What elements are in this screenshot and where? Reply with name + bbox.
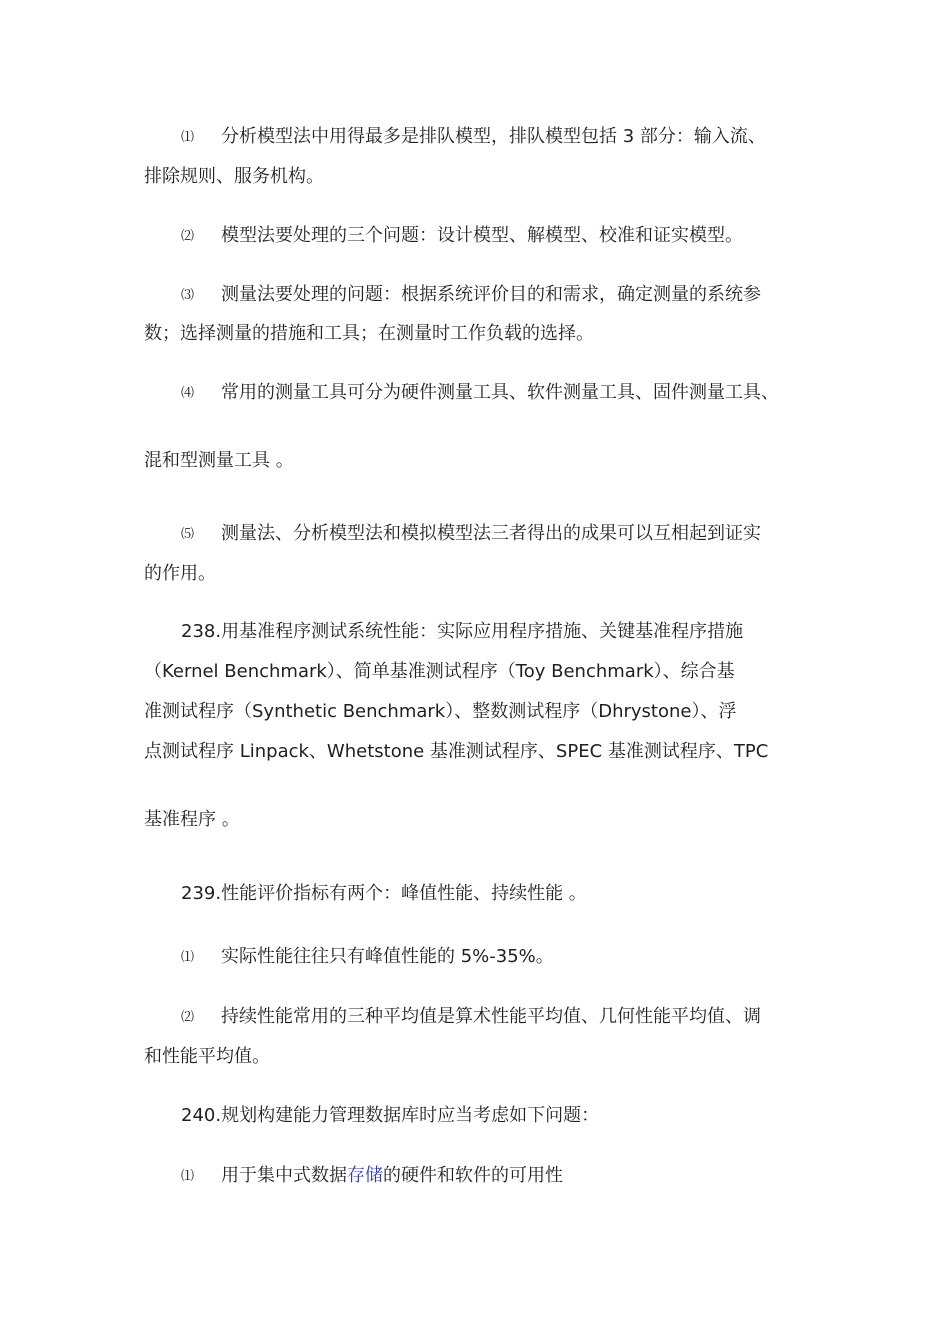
paragraph-line: 数；选择测量的措施和工具；在测量时工作负载的选择。 <box>144 323 594 344</box>
list-marker: ⑵ <box>181 229 195 244</box>
paragraph-text: 模型法要处理的三个问题：设计模型、解模型、校准和证实模型。 <box>221 225 743 246</box>
paragraph-line <box>181 945 554 970</box>
item-238-line: （Kernel Benchmark）、简单基准测试程序（Toy Benchmark）、综合基 <box>144 661 735 682</box>
paragraph-text: 的硬件和软件的可用性 <box>383 1165 563 1186</box>
storage-link[interactable]: 存储 <box>347 1165 383 1186</box>
paragraph-line: 和性能平均值。 <box>144 1046 270 1067</box>
paragraph-text: 持续性能常用的三种平均值是算术性能平均值、几何性能平均值、调 <box>221 1006 761 1027</box>
paragraph-line: 的作用。 <box>144 563 216 584</box>
list-marker: ⑵ <box>181 1010 195 1025</box>
paragraph-line <box>181 283 761 308</box>
item-240-line: 240.规划构建能力管理数据库时应当考虑如下问题： <box>181 1105 600 1126</box>
paragraph-text: 实际性能往往只有峰值性能的 5%-35%。 <box>221 946 554 967</box>
item-238-line: 238.用基准程序测试系统性能：实际应用程序措施、关键基准程序措施 <box>181 621 744 642</box>
paragraph-text: 常用的测量工具可分为硬件测量工具、软件测量工具、固件测量工具、 <box>221 382 779 403</box>
list-marker: ⑴ <box>181 130 195 145</box>
paragraph-line <box>181 224 743 249</box>
list-marker: ⑸ <box>181 527 195 542</box>
paragraph-line <box>181 522 761 547</box>
paragraph-line: 混和型测量工具 。 <box>144 450 294 471</box>
list-marker: ⑶ <box>181 288 195 303</box>
paragraph-text: 测量法、分析模型法和模拟模型法三者得出的成果可以互相起到证实 <box>221 523 761 544</box>
list-marker: ⑴ <box>181 950 195 965</box>
item-239-line: 239.性能评价指标有两个：峰值性能、持续性能 。 <box>181 883 587 904</box>
paragraph-text: 用于集中式数据 <box>221 1165 347 1186</box>
list-marker: ⑴ <box>181 1169 195 1184</box>
item-238-line: 准测试程序（Synthetic Benchmark）、整数测试程序（Dhrystone）、浮 <box>144 701 737 722</box>
paragraph-line: 排除规则、服务机构。 <box>144 166 324 187</box>
paragraph-line <box>181 1164 563 1189</box>
paragraph-text: 分析模型法中用得最多是排队模型，排队模型包括 3 部分：输入流、 <box>221 126 766 147</box>
paragraph-line <box>181 1005 761 1030</box>
paragraph-text: 测量法要处理的问题：根据系统评价目的和需求，确定测量的系统参 <box>221 284 761 305</box>
list-marker: ⑷ <box>181 386 195 401</box>
item-238-line: 基准程序 。 <box>144 809 240 830</box>
item-238-line: 点测试程序 Linpack、Whetstone 基准测试程序、SPEC 基准测试程序、TPC <box>144 741 769 762</box>
paragraph-line <box>181 381 779 406</box>
paragraph-line <box>181 125 766 150</box>
